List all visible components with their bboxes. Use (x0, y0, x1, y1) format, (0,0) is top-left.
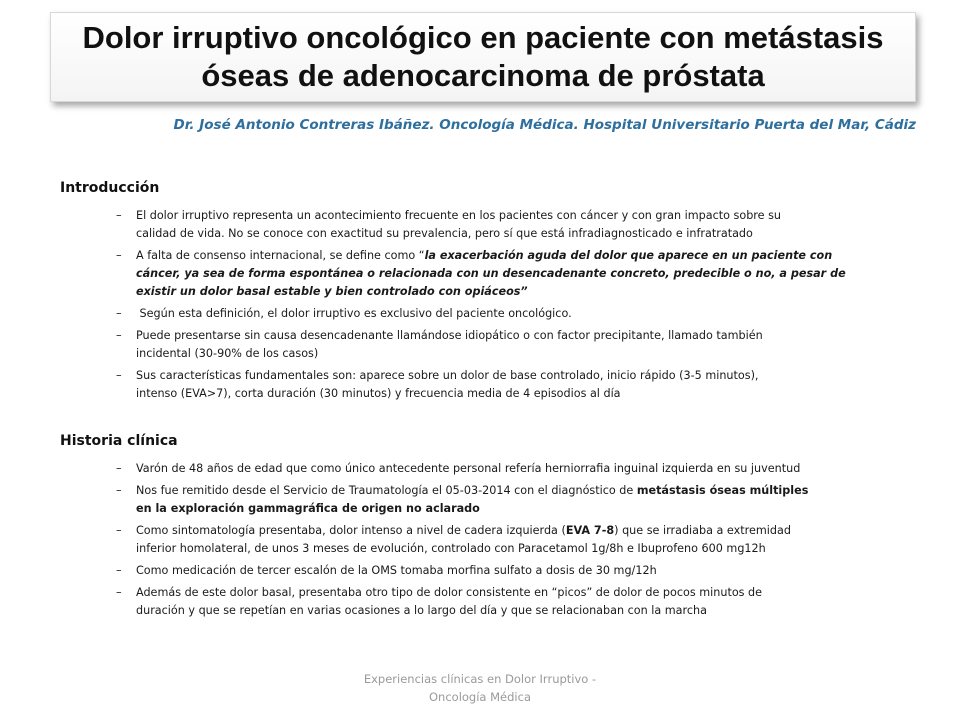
list-item (116, 247, 916, 301)
title-line-2: óseas de adenocarcinoma de próstata (201, 58, 765, 93)
item-text: Como sintomatología presentaba, dolor intenso a nivel de cadera izquierda ( (136, 524, 566, 537)
section-heading-historia: Historia clínica (60, 433, 178, 449)
list-item (116, 584, 916, 620)
footer (330, 670, 630, 706)
item-line: incidental (30-90% de los casos) (136, 347, 319, 360)
diagnosis-emphasis: metástasis óseas múltiples (636, 484, 809, 497)
list-item (116, 522, 916, 558)
definition-emphasis: cáncer, ya sea de forma espontánea o relacionada con un desencadenante concreto, predecible o no, a pesar de (136, 267, 846, 280)
section-heading-introduccion: Introducción (60, 180, 160, 196)
list-item (116, 482, 916, 518)
list-item (116, 207, 916, 243)
list-item (116, 460, 916, 478)
historia-list (116, 460, 916, 624)
item-line (136, 283, 916, 301)
item-line (136, 482, 916, 500)
bullet-dash: – (116, 564, 122, 577)
title-box (50, 12, 916, 102)
item-line: Sus características fundamentales son: aparece sobre un dolor de base controlado, inicio rápido (3-5 minutos), (136, 369, 759, 382)
bullet-dash: – (116, 209, 122, 222)
bullet-dash: – (116, 307, 122, 320)
item-line (136, 500, 916, 518)
item-line: calidad de vida. No se conoce con exactitud su prevalencia, pero sí que está infradiagnosticado e infratratado (136, 227, 753, 240)
item-line: inferior homolateral, de unos 3 meses de evolución, controlado con Paracetamol 1g/8h e Ibuprofeno 600 mg12h (136, 542, 766, 555)
bullet-dash: – (116, 484, 122, 497)
item-text: A falta de consenso internacional, se define como “ (136, 249, 425, 262)
footer-line-1: Experiencias clínicas en Dolor Irruptivo - (363, 672, 597, 686)
bullet-dash: – (116, 369, 122, 382)
definition-emphasis: existir un dolor basal estable y bien controlado con opiáceos” (136, 285, 528, 298)
item-line: El dolor irruptivo representa un acontecimiento frecuente en los pacientes con cáncer y con gran impacto sobre su (136, 209, 782, 222)
footer-line-2: Oncología Médica (429, 690, 531, 704)
author-affiliation: Dr. José Antonio Contreras Ibáñez. Oncología Médica. Hospital Universitario Puerta del Mar, Cádiz (173, 117, 916, 133)
title-line-1: Dolor irruptivo oncológico en paciente con metástasis (82, 20, 884, 55)
item-text: ) que se irradiaba a extremidad (614, 524, 791, 537)
list-item (116, 562, 916, 580)
introduccion-list (116, 207, 916, 407)
item-line: Como medicación de tercer escalón de la OMS tomaba morfina sulfato a dosis de 30 mg/12h (136, 564, 657, 577)
list-item (116, 367, 916, 403)
list-item (116, 327, 916, 363)
item-line (136, 247, 916, 265)
item-line (136, 522, 916, 540)
definition-emphasis: la exacerbación aguda del dolor que aparece en un paciente con (424, 249, 833, 262)
item-text: Nos fue remitido desde el Servicio de Traumatología el 05-03-2014 con el diagnóstico de (136, 484, 637, 497)
bullet-dash: – (116, 524, 122, 537)
bullet-dash: – (116, 462, 122, 475)
eva-emphasis: EVA 7-8 (565, 524, 615, 537)
list-item (116, 305, 916, 323)
bullet-dash: – (116, 329, 122, 342)
bullet-dash: – (116, 249, 122, 262)
item-line: duración y que se repetían en varias ocasiones a lo largo del día y que se relacionaban con la marcha (136, 604, 707, 617)
item-line (136, 265, 916, 283)
item-line: Puede presentarse sin causa desencadenante llamándose idiopático o con factor precipitante, llamado también (136, 329, 763, 342)
item-line: Varón de 48 años de edad que como único antecedente personal refería herniorrafia inguinal izquierda en su juventud (136, 462, 801, 475)
item-line: Además de este dolor basal, presentaba otro tipo de dolor consistente en “picos” de dolor de pocos minutos de (136, 586, 763, 599)
item-line: intenso (EVA>7), corta duración (30 minutos) y frecuencia media de 4 episodios al día (136, 387, 621, 400)
item-line: Según esta definición, el dolor irruptivo es exclusivo del paciente oncológico. (136, 307, 572, 320)
bullet-dash: – (116, 586, 122, 599)
diagnosis-emphasis: en la exploración gammagráfica de origen no aclarado (136, 502, 480, 515)
